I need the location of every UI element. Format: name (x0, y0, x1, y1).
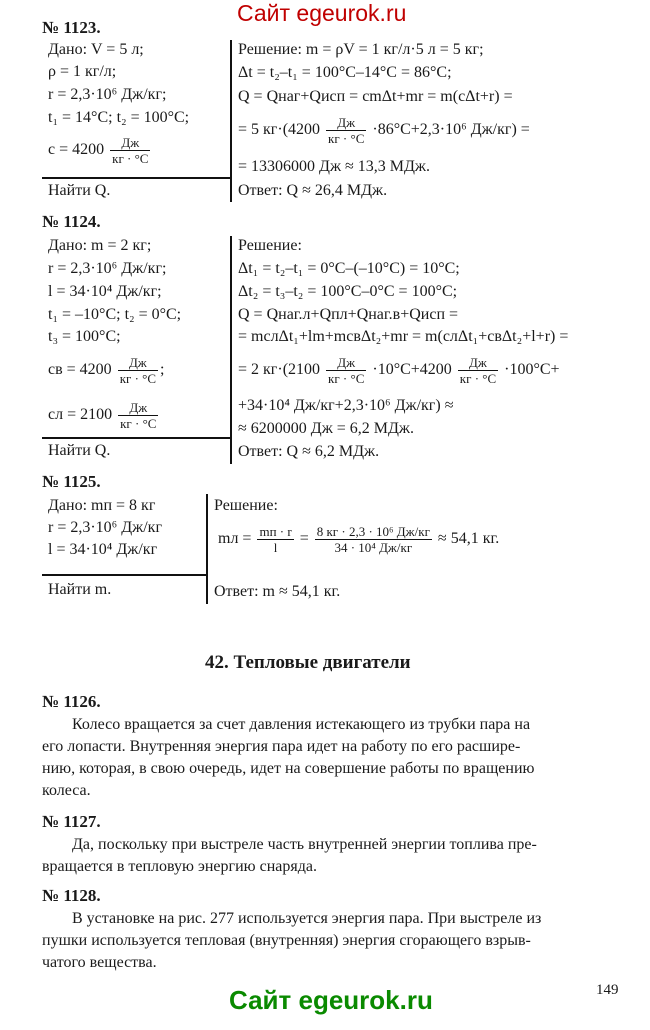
p1124-cl-fraction: $\frac{Дж}{кг \cdot ^\circ C}$ (120, 400, 157, 431)
p1125-fraction-1: $\frac{mп \cdot r}{l}$ (259, 524, 292, 555)
p1124-sol-1: Δt₁ = t₂–t₁ = 0°C–(–10°C) = 10°C; (238, 260, 460, 277)
problem-1126-text: Колесо вращается за счет давления истекающего из трубки пара на его лопасти. Внутренняя энергия пара идет на работу по его расшире- нию, которая, в свою очередь, идет на совершение работы по вращению колеса. (42, 716, 535, 799)
p1125-find: Найти m. (48, 581, 112, 598)
p1123-sol-3: = 5 кг·(4200 $\frac{Дж}{кг \cdot ^\circ C}$ ·86°C+2,3·10⁶ Дж/кг) = (238, 115, 530, 146)
p1123-divider-h (42, 177, 232, 179)
problem-1126-number: № 1126. (42, 692, 101, 711)
p1125-answer: Ответ: m ≈ 54,1 кг. (214, 583, 341, 600)
p1125-fraction-2: $\frac{\text{8 кг · 2,3 · 10⁶ Дж/кг}}{\text{34 · 10⁴ Дж/кг}}$ (316, 524, 430, 555)
p1124-sol-7: ≈ 6200000 Дж = 6,2 МДж. (238, 420, 414, 437)
section-title: 42. Тепловые двигатели (205, 652, 411, 673)
p1125-formula: mл = $\frac{mп \cdot r}{l}$ = $\frac{\text{8 кг · 2,3 · 10⁶ Дж/кг}}{\text{34 · 10⁴ Дж/кг}}$ ≈ 54,1 кг. (218, 524, 500, 555)
p1123-sol-fraction: $\frac{Дж}{кг \cdot ^\circ C}$ (328, 115, 365, 146)
p1124-given-2: l = 34·10⁴ Дж/кг; (48, 283, 162, 300)
p1123-sol-2: Q = Qнаг+Qисп = cmΔt+mr = m(cΔt+r) = (238, 88, 513, 105)
p1124-sol-fraction-1: $\frac{Дж}{кг \cdot ^\circ C}$ (328, 355, 365, 386)
p1124-sol-6: +34·10⁴ Дж/кг+2,3·10⁶ Дж/кг) ≈ (238, 397, 454, 414)
p1124-given-0: Дано: m = 2 кг; (48, 237, 152, 254)
p1123-sol-4: = 13306000 Дж ≈ 13,3 МДж. (238, 158, 430, 175)
p1125-given-0: Дано: mп = 8 кг (48, 497, 156, 514)
p1124-find: Найти Q. (48, 442, 111, 459)
p1123-sol-0: Решение: m = ρV = 1 кг/л·5 л = 5 кг; (238, 41, 484, 58)
watermark-top: Сайт egeurok.ru (237, 0, 407, 26)
problem-1125-number: № 1125. (42, 472, 101, 491)
p1123-given-3: t₁ = 14°C; t₂ = 100°C; (48, 109, 190, 126)
p1124-sol-0: Решение: (238, 237, 302, 254)
p1125-divider-h (42, 574, 208, 576)
p1124-sol-fraction-2: $\frac{Дж}{кг \cdot ^\circ C}$ (459, 355, 497, 386)
p1124-sol-3: Q = Qнаг.л+Qпл+Qнаг.в+Qисп = (238, 306, 459, 323)
p1123-given-0: Дано: V = 5 л; (48, 41, 144, 58)
p1124-sol-2: Δt₂ = t₃–t₂ = 100°C–0°C = 100°C; (238, 283, 458, 300)
problem-1124-number: № 1124. (42, 212, 101, 231)
p1124-given-cv: cв = 4200 $\frac{Дж}{кг \cdot ^\circ C}$ ; (48, 355, 165, 386)
p1124-given-3: t₁ = –10°C; t₂ = 0°C; (48, 306, 182, 323)
problem-1127-text: Да, поскольку при выстреле часть внутренней энергии топлива пре- вращается в тепловую энергию снаряда. (42, 836, 537, 875)
p1124-cv-fraction: $\frac{Дж}{кг \cdot ^\circ C}$ (119, 355, 157, 386)
p1123-divider-v (230, 40, 232, 202)
p1123-given-c: c = 4200 $\frac{Дж}{кг \cdot ^\circ C}$ (48, 135, 149, 166)
p1124-given-cl: cл = 2100 $\frac{Дж}{кг \cdot ^\circ C}$ (48, 400, 157, 431)
p1124-divider-h (42, 437, 232, 439)
page-number: 149 (596, 982, 619, 998)
p1124-sol-5: = 2 кг·(2100 $\frac{Дж}{кг \cdot ^\circ C}$ ·10°C+4200 $\frac{Дж}{кг \cdot ^\circ C}$ ·100°C+ (238, 355, 560, 386)
problem-1128-text: В установке на рис. 277 используется энергия пара. При выстреле из пушки используется тепловая (внутренняя) энергия сгорающего взрыв- чатого вещества. (42, 910, 542, 971)
p1124-answer: Ответ: Q ≈ 6,2 МДж. (238, 443, 380, 460)
p1123-given-1: ρ = 1 кг/л; (48, 63, 117, 80)
watermark-bottom: Сайт egeurok.ru (229, 985, 433, 1015)
p1124-given-1: r = 2,3·10⁶ Дж/кг; (48, 260, 167, 277)
problem-1127-number: № 1127. (42, 812, 101, 831)
p1125-divider-v (206, 494, 208, 604)
p1123-given-2: r = 2,3·10⁶ Дж/кг; (48, 86, 167, 103)
problem-1123-number: № 1123. (42, 18, 101, 37)
problem-1128-number: № 1128. (42, 886, 101, 905)
p1124-divider-v (230, 236, 232, 464)
p1125-given-1: r = 2,3·10⁶ Дж/кг (48, 519, 163, 536)
p1123-c-fraction: $\frac{Дж}{кг \cdot ^\circ C}$ (112, 135, 149, 166)
p1125-given-2: l = 34·10⁴ Дж/кг (48, 541, 158, 558)
p1124-given-4: t₃ = 100°C; (48, 328, 121, 345)
p1123-find: Найти Q. (48, 182, 111, 199)
p1123-sol-1: Δt = t₂–t₁ = 100°C–14°C = 86°C; (238, 64, 452, 81)
p1124-sol-4: = mcлΔt₁+lm+mcвΔt₂+mr = m(cлΔt₁+cвΔt₂+l+r) = (238, 328, 569, 345)
p1125-sol-head: Решение: (214, 497, 278, 514)
p1123-answer: Ответ: Q ≈ 26,4 МДж. (238, 182, 388, 199)
